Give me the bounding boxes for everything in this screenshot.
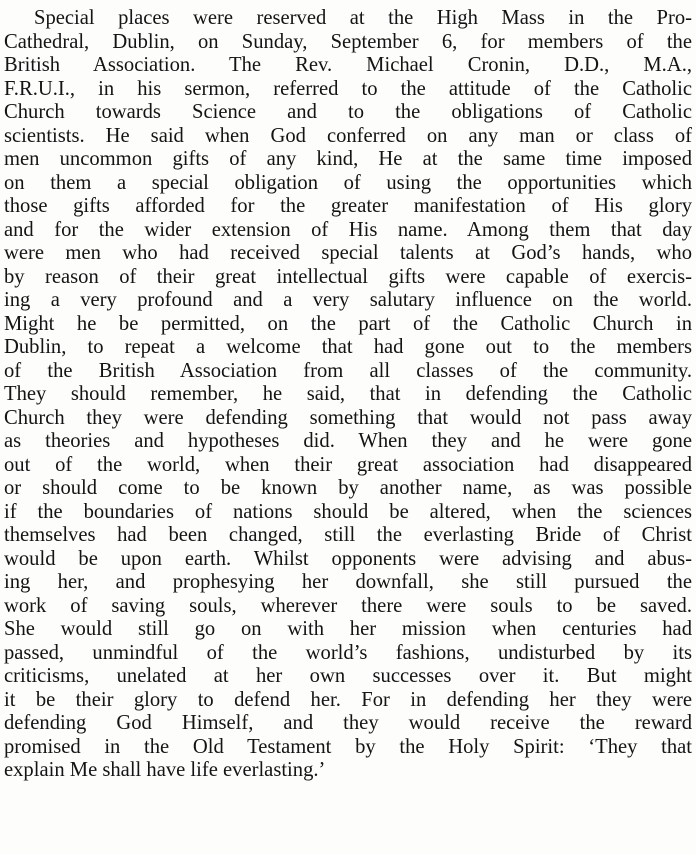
text-line: F.R.U.I., in his sermon, referred to the attitude of the Catholic <box>4 77 692 100</box>
text-line: defending God Himself, and they would receive the reward <box>4 712 692 734</box>
text-line: scientists. He said when God conferred on any man or class of <box>4 124 692 147</box>
text-line: British Association. The Rev. Michael Cronin, D.D., M.A., <box>4 54 692 76</box>
text-line: Cathedral, Dublin, on Sunday, September 6, for members of the <box>4 30 692 53</box>
text-line: themselves had been changed, still the everlasting Bride of Christ <box>4 524 692 546</box>
text-line: promised in the Old Testament by the Holy Spirit: ‘They that <box>4 735 692 758</box>
text-line: were men who had received special talents at God’s hands, who <box>4 242 692 264</box>
text-line: it be their glory to defend her. For in defending her they were <box>4 688 692 711</box>
text-line: or should come to be known by another name, as was possible <box>4 477 692 499</box>
text-line: They should remember, he said, that in defending the Catholic <box>4 383 692 405</box>
text-line: by reason of their great intellectual gifts were capable of exercis- <box>4 265 692 288</box>
text-line: and for the wider extension of His name. Among them that day <box>4 218 692 241</box>
text-line: Dublin, to repeat a welcome that had gone out to the members <box>4 336 692 358</box>
text-line: as theories and hypotheses did. When they and he were gone <box>4 430 692 452</box>
text-line: criticisms, unelated at her own successes over it. But might <box>4 665 692 687</box>
text-line: of the British Association from all classes of the community. <box>4 359 692 382</box>
text-line: passed, unmindful of the world’s fashions, undisturbed by its <box>4 641 692 664</box>
text-line: She would still go on with her mission when centuries had <box>4 618 692 640</box>
text-line: work of saving souls, wherever there were souls to be saved. <box>4 594 692 617</box>
text-line: explain Me shall have life everlasting.’ <box>4 759 326 781</box>
text-line: would be upon earth. Whilst opponents were advising and abus- <box>4 547 692 570</box>
text-line: men uncommon gifts of any kind, He at the same time imposed <box>4 148 692 170</box>
text-line: ing a very profound and a very salutary influence on the world. <box>4 289 692 311</box>
text-line: Might he be permitted, on the part of the Catholic Church in <box>4 312 692 335</box>
text-line: out of the world, when their great association had disappeared <box>4 453 692 476</box>
text-line: Church towards Science and to the obligations of Catholic <box>4 101 692 123</box>
text-line: Church they were defending something that would not pass away <box>4 406 692 429</box>
text-line: those gifts afforded for the greater manifestation of His glory <box>4 195 692 217</box>
text-line: if the boundaries of nations should be altered, when the sciences <box>4 500 692 523</box>
text-line: Special places were reserved at the High Mass in the Pro- <box>34 7 692 29</box>
text-line: on them a special obligation of using the opportunities which <box>4 171 692 194</box>
sermon-paragraph <box>4 7 692 783</box>
text-line: ing her, and prophesying her downfall, she still pursued the <box>4 571 692 593</box>
